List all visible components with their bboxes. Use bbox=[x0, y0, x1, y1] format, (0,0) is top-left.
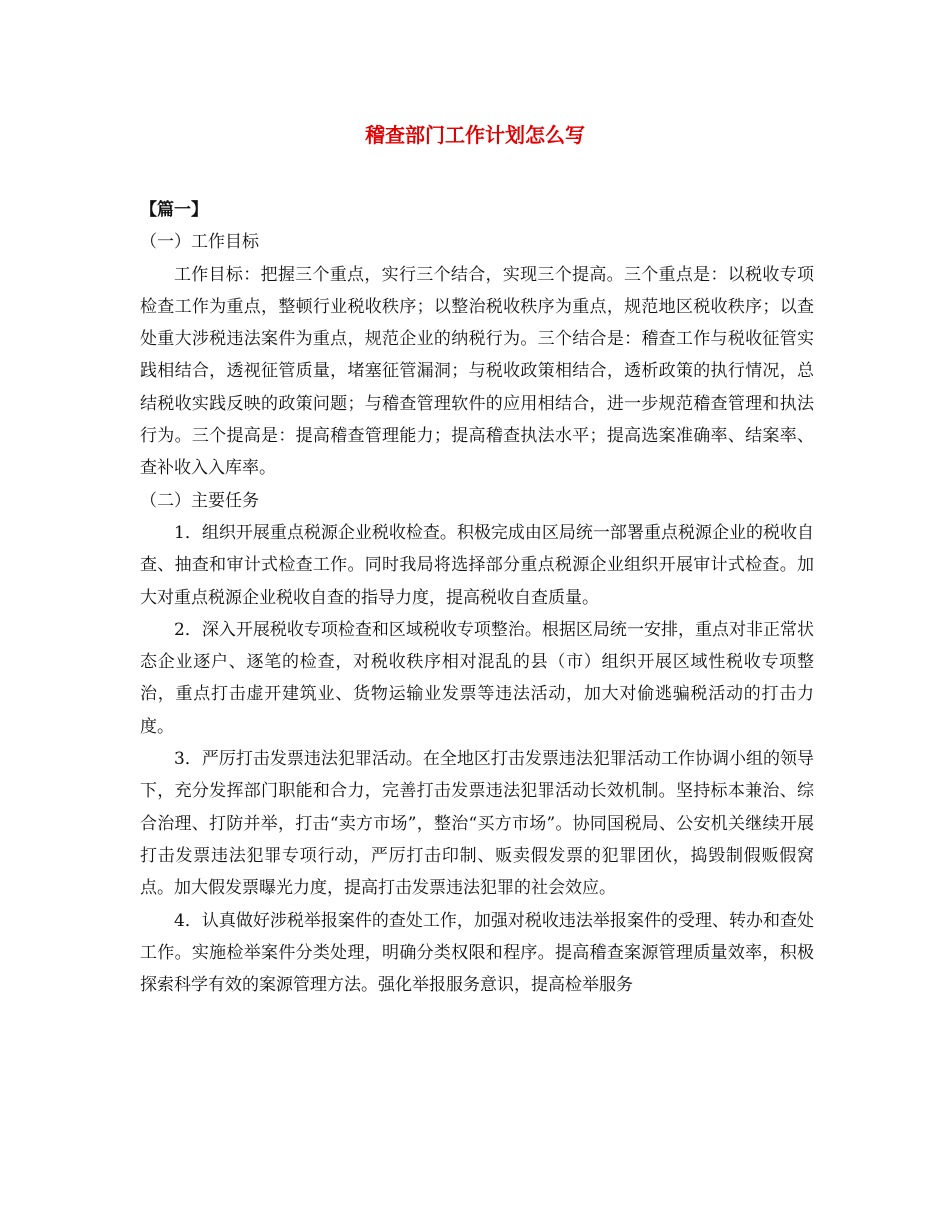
subheading-main-tasks: （二）主要任务 bbox=[140, 490, 259, 511]
paragraph-task-1: 1．组织开展重点税源企业税收检查。积极完成由区局统一部署重点税源企业的税收自查、抽查和审计式检查工作。同时我局将选择部分重点税源企业组织开展审计式检查。加大对重点税源企业税收自查的指导力度，提高税收自查质量。 bbox=[140, 522, 814, 608]
document-title: 稽查部门工作计划怎么写 bbox=[365, 123, 585, 147]
paragraph-task-2: 2．深入开展税收专项检查和区域税收专项整治。根据区局统一安排，重点对非正常状态企业逐户、逐笔的检查，对税收秩序相对混乱的县（市）组织开展区域性税收专项整治，重点打击虚开建筑业、货物运输业发票等违法活动，加大对偷逃骗税活动的打击力度。 bbox=[140, 619, 814, 737]
section-label: 【篇一】 bbox=[140, 200, 208, 220]
paragraph-task-3: 3．严厉打击发票违法犯罪活动。在全地区打击发票违法犯罪活动工作协调小组的领导下，充分发挥部门职能和合力，完善打击发票违法犯罪活动长效机制。坚持标本兼治、综合治理、打防并举，打击“卖方市场”，整治“买方市场”。协同国税局、公安机关继续开展打击发票违法犯罪专项行动，严厉打击印制、贩卖假发票的犯罪团伙，捣毁制假贩假窝点。加大假发票曝光力度，提高打击发票违法犯罪的社会效应。 bbox=[140, 749, 814, 899]
document-body bbox=[140, 194, 814, 1001]
paragraph-work-goal: 工作目标：把握三个重点，实行三个结合，实现三个提高。三个重点是：以税收专项检查工作为重点，整顿行业税收秩序；以整治税收秩序为重点，规范地区税收秩序；以查处重大涉税违法案件为重点，规范企业的纳税行为。三个结合是：稽查工作与税收征管实践相结合，透视征管质量，堵塞征管漏洞；与税收政策相结合，透析政策的执行情况，总结税收实践反映的政策问题；与稽查管理软件的应用相结合，进一步规范稽查管理和执法行为。三个提高是：提高稽查管理能力；提高稽查执法水平；提高选案准确率、结案率、查补收入入库率。 bbox=[140, 264, 814, 479]
subheading-work-goal: （一）工作目标 bbox=[140, 232, 259, 253]
paragraph-task-4: 4．认真做好涉税举报案件的查处工作，加强对税收违法举报案件的受理、转办和查处工作。实施检举案件分类处理，明确分类权限和程序。提高稽查案源管理质量效率，积极探索科学有效的案源管理方法。强化举报服务意识，提高检举服务 bbox=[140, 910, 814, 996]
